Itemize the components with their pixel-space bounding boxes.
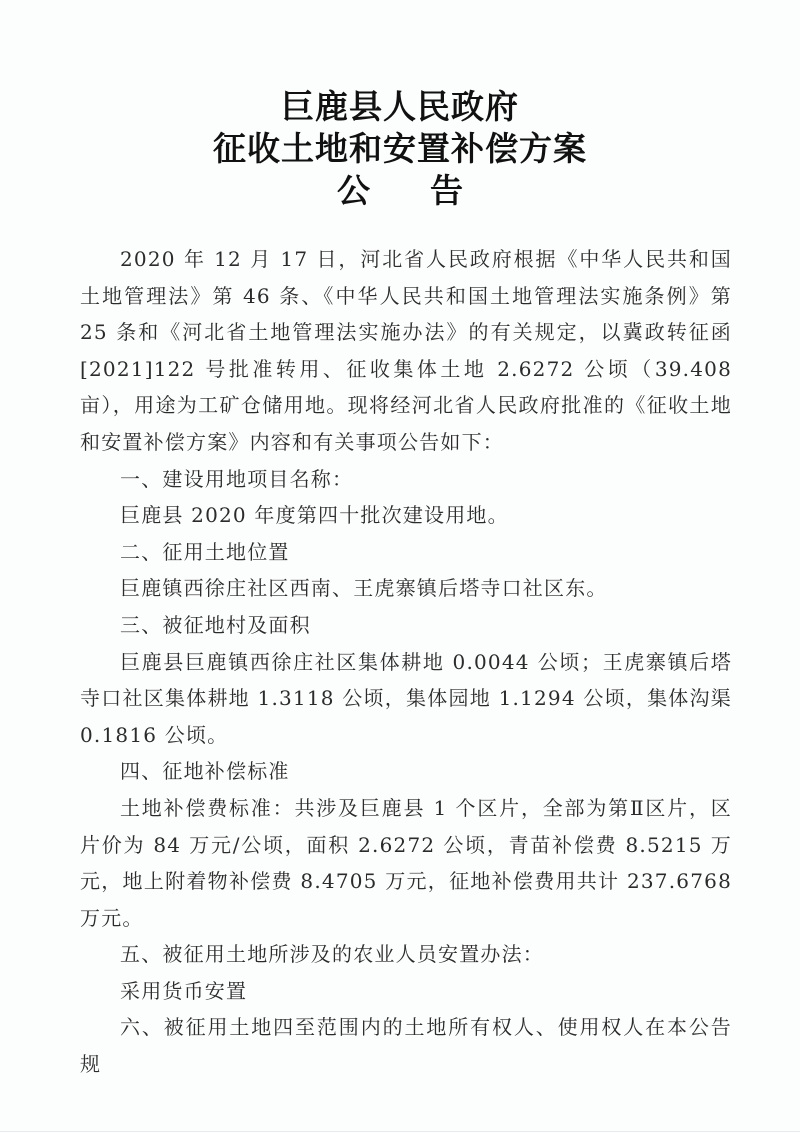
title-subject: 征收土地和安置补偿方案 [213,129,587,168]
section-content-4: 土地补偿费标准：共涉及巨鹿县 1 个区片，全部为第Ⅱ区片，区片价为 84 万元/公顷，面积 2.6272 公顷，青苗补偿费 8.5215 万元，地上附着物补偿费 8.4705 万元，征地补偿费用共计 237.6768 万元。 [80,795,732,930]
section-content-2: 巨鹿镇西徐庄社区西南、王虎寨镇后塔寺口社区东。 [120,576,608,601]
section-heading-5: 五、被征用土地所涉及的农业人员安置办法： [120,942,544,967]
section-heading-4: 四、征地补偿标准 [120,759,290,784]
section-heading-2: 二、征用土地位置 [120,539,290,564]
section-content-1: 巨鹿县 2020 年度第四十批次建设用地。 [120,503,509,528]
section-heading-6: 六、被征用土地四至范围内的土地所有权人、使用权人在本公告规 [80,1015,732,1077]
section-heading-1: 一、建设用地项目名称： [120,466,354,491]
section-heading-3: 三、被征地村及面积 [120,612,311,637]
paragraph-intro: 2020 年 12 月 17 日，河北省人民政府根据《中华人民共和国土地管理法》第 46 条、《中华人民共和国土地管理法实施条例》第 25 条和《河北省土地管理法实施办法》的有关规定，以冀政转征函[2021]122 号批准转用、征收集体土地 2.6272 公顷（39.408 亩），用途为工矿仓储用地。现将经河北省人民政府批准的《征收土地和安置补偿方案》内容和有关事项公告如下： [80,247,732,454]
title-notice: 公告 [337,171,523,210]
title-issuer: 巨鹿县人民政府 [281,87,519,126]
document-body [80,241,732,1083]
document-title [0,86,800,212]
section-content-5: 采用货币安置 [120,978,248,1003]
section-content-3: 巨鹿县巨鹿镇西徐庄社区集体耕地 0.0044 公顷；王虎寨镇后塔寺口社区集体耕地 1.3118 公顷，集体园地 1.1294 公顷，集体沟渠 0.1816 公顷。 [80,649,732,747]
